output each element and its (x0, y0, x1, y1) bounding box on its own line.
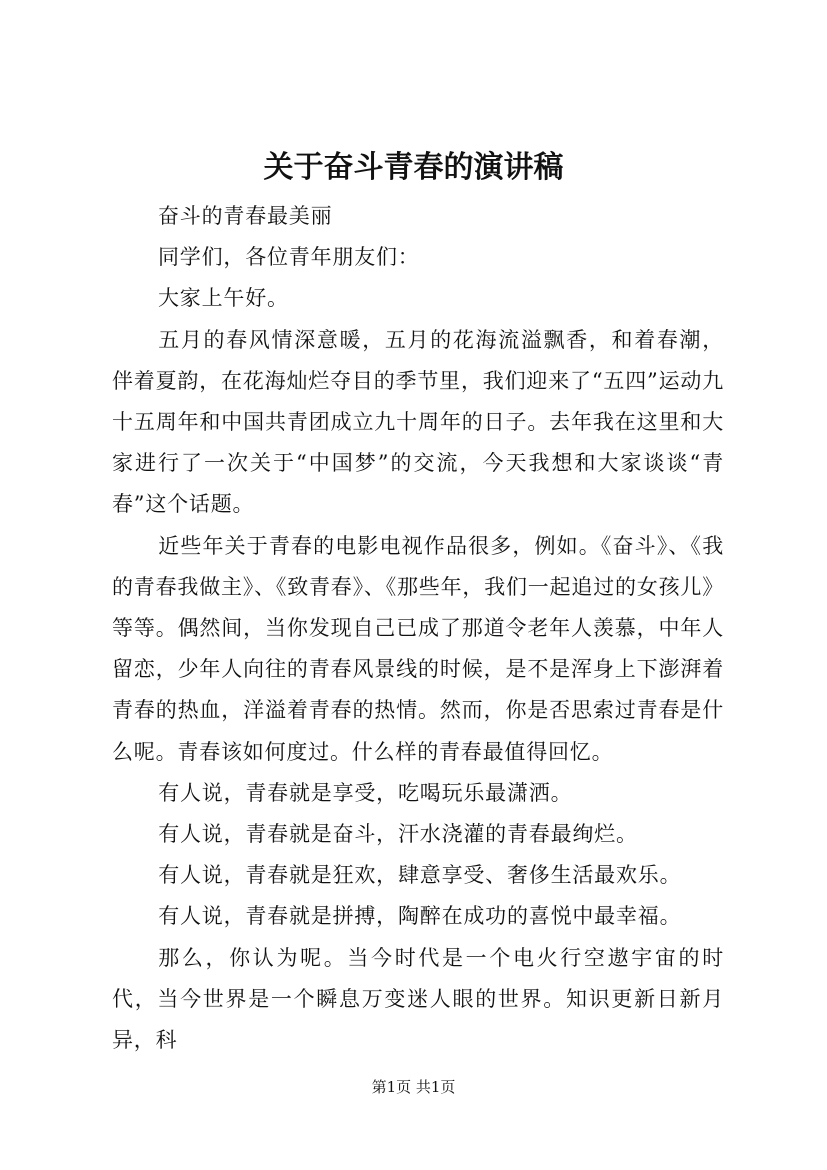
paragraph-strive: 有人说，青春就是奋斗，汗水浇灌的青春最绚烂。 (158, 822, 638, 847)
paragraph-films: 近些年关于青春的电影电视作品很多，例如。《奋斗》、《我的青春我做主》、《致青春》、《那些年，我们一起追过的女孩儿》等等。偶然间，当你发现自己已成了那道令老年人羡慕，中年人留恋，少年人向往的青春风景线的时候，是不是浑身上下澎湃着青春的热血，洋溢着青春的热情。然而，你是否思索过青春是什么呢。青春该如何度过。什么样的青春最值得回忆。 (112, 533, 724, 764)
paragraph-salutation: 同学们，各位青年朋友们： (158, 245, 420, 270)
document-title: 关于奋斗青春的演讲稿 (263, 150, 564, 185)
page-footer (0, 1077, 827, 1097)
paragraph-enjoy: 有人说，青春就是享受，吃喝玩乐最潇洒。 (158, 780, 573, 805)
page-number-label: 第1页 共1页 (371, 1078, 456, 1096)
paragraph-revel: 有人说，青春就是狂欢，肆意享受、奢侈生活最欢乐。 (158, 863, 682, 888)
document-body (112, 196, 724, 1061)
paragraph-era: 那么，你认为呢。当今时代是一个电火行空遨宇宙的时代，当今世界是一个瞬息万变迷人眼的世界。知识更新日新月异，科 (112, 945, 724, 1053)
paragraph-subtitle: 奋斗的青春最美丽 (158, 204, 333, 228)
paragraph-greeting: 大家上午好。 (158, 286, 289, 311)
paragraph-fight: 有人说，青春就是拼搏，陶醉在成功的喜悦中最幸福。 (158, 904, 682, 929)
paragraph-may: 五月的春风情深意暖，五月的花海流溢飘香，和着春潮，伴着夏韵，在花海灿烂夺目的季节里，我们迎来了“五四”运动九十五周年和中国共青团成立九十周年的日子。去年我在这里和大家进行了一次关于“中国梦”的交流，今天我想和大家谈谈“青春”这个话题。 (112, 327, 724, 517)
